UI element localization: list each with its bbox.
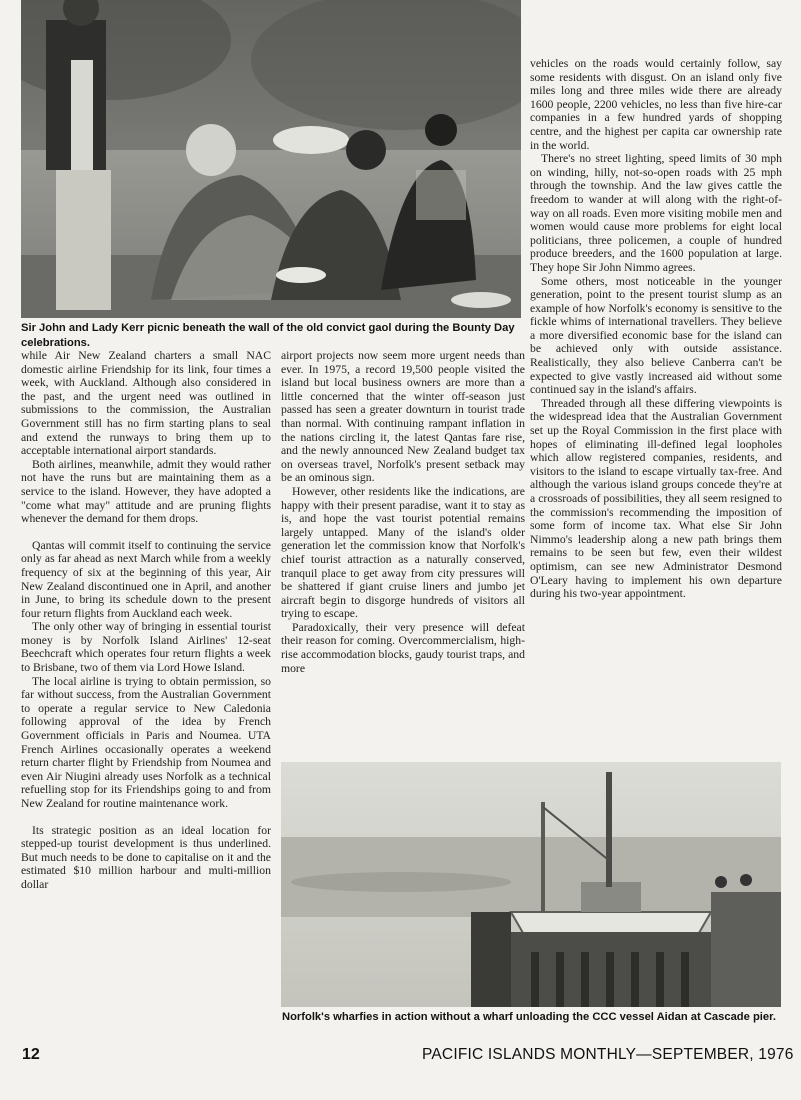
paragraph: Qantas will commit itself to continuing the service only as far ahead as next March while from a weekly frequency of six at the beginning of this year, Air New Zealand discontinued one in April, and another in June, to bring its schedule down to the present four return flights from Auckland each week. <box>21 538 271 620</box>
paragraph: vehicles on the roads would certainly follow, say some residents with disgust. On an island only five miles long and three miles wide there are already 1600 people, 2200 vehicles, no less than five hire-car companies in a few hundred yards of shopping centre, and the highest per capita car ownership rate in the world. <box>530 57 782 152</box>
paragraph: Some others, most noticeable in the younger generation, point to the present tourist slump as an example of how Norfolk's economy is sensitive to the fickle whims of international travellers. They believe a more diversified economic base for the island can be achieved only with outside assistance. Realistically, they also believe Canberra can't be expected to give vastly increased aid without some continued say in the island's affairs. <box>530 274 782 397</box>
article-column-middle <box>281 349 525 675</box>
paragraph: Paradoxically, their very presence will defeat their reason for coming. Overcommercialism, high-rise accommodation blocks, gaudy tourist traps, and more <box>281 620 525 675</box>
paragraph: while Air New Zealand charters a small NAC domestic airline Friendship for its link, four times a week, with Auckland. Although also considered in the past, and the urgent need was outlined in submissions to the commission, the Australian Government still has no firm starting plans to seal and extend the runways to bring them up to acceptable international airport standards. <box>21 349 271 458</box>
article-column-left <box>21 349 271 892</box>
picnic-photo <box>21 0 521 318</box>
paragraph: The only other way of bringing in essential tourist money is by Norfolk Island Airlines' 12-seat Beechcraft which operates four return flights a week to Brisbane, two of them via Lord Howe Island. <box>21 620 271 675</box>
top-photo-caption: Sir John and Lady Kerr picnic beneath the wall of the old convict gaol during the Bounty Day celebrations. <box>21 322 515 349</box>
publication-title: PACIFIC ISLANDS MONTHLY—SEPTEMBER, 1976 <box>422 1046 794 1063</box>
picnic-photo-icon <box>21 0 521 318</box>
paragraph: However, other residents like the indications, are happy with their present paradise, want it to stay as is, and hope the vast tourist potential remains largely untapped. Many of the island's older generation let the commission know that Norfolk's chief tourist attraction as a naturally conserved, tranquil place to get away from city pressures will be shattered if giant cruise liners and jumbo jet aircraft begin to disgorge hundreds of visitors all trying to escape. <box>281 484 525 621</box>
paragraph: The local airline is trying to obtain permission, so far without success, from the Australian Government to operate a regular service to New Caledonia following approval of the idea by French Government officials in Paris and Noumea. UTA French Airlines occasionally operates a weekend return charter flight by Friendship from Noumea and even Air Niugini already uses Norfolk as a technical refuelling stop for its Friendships going to and from New Zealand for routine maintenance work. <box>21 674 271 810</box>
wharf-photo-icon <box>281 762 781 1007</box>
wharf-photo <box>281 762 781 1007</box>
bottom-photo-caption: Norfolk's wharfies in action without a wharf unloading the CCC vessel Aidan at Cascade pier. <box>282 1011 776 1023</box>
paragraph: Both airlines, meanwhile, admit they would rather not have the runs but are maintaining them as a service to the island. However, they have adopted a "come what may" attitude and are pruning flights whenever the demand for them drops. <box>21 457 271 526</box>
paragraph: airport projects now seem more urgent needs than ever. In 1975, a record 19,500 people visited the island but local business owners are more than a little concerned that the winter off-season just passed has seen a greater downturn in tourist trade than normal. With continuing rampant inflation in the nations circling it, the latest Qantas fare rise, and the newly announced New Zealand budget tax on overseas travel, Norfolk's present setback may be an ominous sign. <box>281 349 525 485</box>
page-number: 12 <box>22 1046 40 1063</box>
paragraph: Threaded through all these differing viewpoints is the widespread idea that the Australian Government set up the Royal Commission in the first place with hopes of eliminating ill-defined legal loopholes which allow registered companies, residents, and visitors to the island to escape virtually tax-free. And although the various island groups concede they're at a crossroads of possibilities, they all seem resigned to the commission's recommending the imposition of some form of income tax. What else Sir John Nimmo's leadership along a new path brings them remains to be seen but few, even their wildest optimism, can see new Administrator Desmond O'Leary having to implement his own departure during his two-year appointment. <box>530 396 782 601</box>
paragraph: Its strategic position as an ideal location for stepped-up tourist development is thus underlined. But much needs to be done to capitalise on it and the estimated $10 million harbour and multi-million dollar <box>21 823 271 891</box>
paragraph: There's no street lighting, speed limits of 30 mph on winding, hilly, not-so-open roads with 25 mph through the township. And the law gives cattle the freedom to wander at will along with the right-of-way on all roads. Even more visiting mobile men and women would cause more problems for eight local politicians, three policemen, a couple of hundred produce breeders, and the 1600 population at large. They hope Sir John Nimmo agrees. <box>530 152 782 274</box>
article-column-right <box>530 57 782 601</box>
